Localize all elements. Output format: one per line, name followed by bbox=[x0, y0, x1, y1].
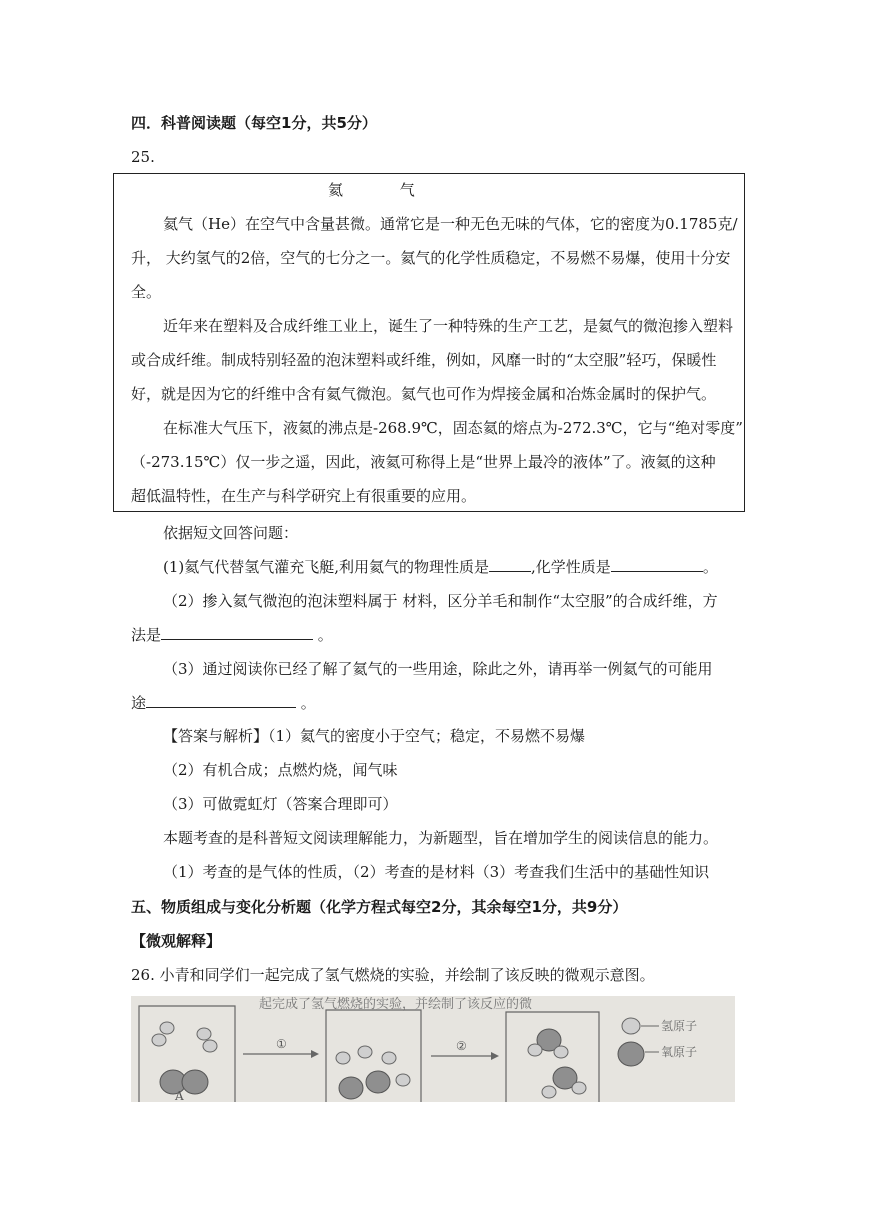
answer-blank bbox=[146, 693, 296, 708]
legend-hydrogen-icon bbox=[622, 1018, 640, 1034]
question-1-text-b: ,化学性质是 bbox=[531, 558, 611, 576]
analysis-note-2: （1）考查的是气体的性质，（2）考查的是材料（3）考查我们生活中的基础性知识 bbox=[163, 863, 710, 881]
hydrogen-atom bbox=[197, 1028, 211, 1040]
question-3-line-2 bbox=[131, 693, 316, 713]
question-3-text-b: 途 bbox=[131, 694, 147, 712]
hydrogen-atom bbox=[160, 1022, 174, 1034]
question-number-25: 25. bbox=[131, 148, 155, 166]
question-2-line-2 bbox=[131, 625, 333, 645]
question-26: 26. 小青和同学们一起完成了氢气燃烧的实验，并绘制了该反映的微观示意图。 bbox=[131, 966, 655, 984]
section-4-heading: 四．科普阅读题（每空1分，共5分） bbox=[131, 114, 377, 132]
article-line: 或合成纤维。制成特别轻盈的泡沫塑料或纤维，例如，风靡一时的“太空服”轻巧，保暖性 bbox=[131, 351, 717, 369]
hydrogen-atom bbox=[358, 1046, 372, 1058]
article-line: 超低温特性，在生产与科学研究上有很重要的应用。 bbox=[131, 487, 477, 505]
hydrogen-atom bbox=[528, 1044, 542, 1056]
arrow-2-head bbox=[491, 1052, 499, 1060]
oxygen-atom bbox=[182, 1070, 208, 1094]
section-5-heading: 五、物质组成与变化分析题（化学方程式每空2分，其余每空1分，共9分） bbox=[131, 898, 628, 916]
legend-hydrogen-label: 氢原子 bbox=[661, 1019, 698, 1033]
answer-blank bbox=[161, 625, 313, 640]
photo-caption: 起完成了氢气燃烧的实验，并绘制了该反应的微 bbox=[259, 997, 533, 1012]
question-1 bbox=[163, 557, 718, 577]
article-line: 近年来在塑料及合成纤维工业上，诞生了一种特殊的生产工艺，是氦气的微泡掺入塑料 bbox=[163, 317, 734, 335]
reaction-diagram-photo bbox=[131, 996, 735, 1102]
questions-intro: 依据短文回答问题： bbox=[163, 524, 299, 542]
oxygen-atom bbox=[366, 1071, 390, 1093]
legend-oxygen-icon bbox=[618, 1042, 644, 1066]
hydrogen-atom bbox=[203, 1040, 217, 1052]
arrow-2-label: ② bbox=[456, 1039, 467, 1053]
article-title: 氦 气 bbox=[328, 181, 441, 199]
question-2-line-1: （2）掺入氦气微泡的泡沫塑料属于 材料，区分羊毛和制作“太空服”的合成纤维，方 bbox=[163, 592, 718, 610]
hydrogen-atom bbox=[554, 1046, 568, 1058]
arrow-1-label: ① bbox=[276, 1037, 287, 1051]
question-2-text-c: 。 bbox=[313, 626, 333, 644]
hydrogen-atom bbox=[542, 1086, 556, 1098]
oxygen-atom bbox=[339, 1077, 363, 1099]
answer-3: （3）可做霓虹灯（答案合理即可） bbox=[163, 795, 398, 813]
question-3-text-c: 。 bbox=[296, 694, 316, 712]
answer-1: 【答案与解析】（1）氦气的密度小于空气；稳定，不易燃不易爆 bbox=[163, 727, 586, 745]
hydrogen-atom bbox=[336, 1052, 350, 1064]
micro-explanation-heading: 【微观解释】 bbox=[131, 932, 222, 950]
analysis-note-1: 本题考查的是科普短文阅读理解能力，为新题型，旨在增加学生的阅读信息的能力。 bbox=[163, 829, 719, 847]
reaction-diagram bbox=[131, 996, 735, 1102]
hydrogen-atom bbox=[382, 1052, 396, 1064]
question-1-text-c: 。 bbox=[702, 558, 718, 576]
article-line: 全。 bbox=[131, 283, 162, 301]
question-1-text-a: (1)氦气代替氢气灌充飞艇,利用氦气的物理性质是 bbox=[163, 558, 490, 576]
answer-2: （2）有机合成；点燃灼烧，闻气味 bbox=[163, 761, 398, 779]
hydrogen-atom bbox=[152, 1034, 166, 1046]
question-2-text-b: 法是 bbox=[131, 626, 162, 644]
hydrogen-atom bbox=[572, 1082, 586, 1094]
article-line: 氦气（He）在空气中含量甚微。通常它是一种无色无味的气体，它的密度为0.1785克/ bbox=[163, 215, 738, 233]
answer-blank bbox=[489, 557, 531, 572]
hydrogen-atom bbox=[396, 1074, 410, 1086]
label-a: A bbox=[175, 1089, 184, 1102]
answer-blank bbox=[611, 557, 703, 572]
question-3-line-1: （3）通过阅读你已经了解了氦气的一些用途，除此之外，请再举一例氦气的可能用 bbox=[163, 660, 713, 678]
article-line: （-273.15℃）仅一步之遥，因此，液氦可称得上是“世界上最冷的液体”了。液氦的这种 bbox=[131, 453, 716, 471]
article-line: 在标准大气压下，液氦的沸点是-268.9℃，固态氦的熔点为-272.3℃，它与“绝对零度” bbox=[163, 419, 743, 437]
legend-oxygen-label: 氧原子 bbox=[661, 1045, 698, 1059]
article-line: 升， 大约氢气的2倍，空气的七分之一。氦气的化学性质稳定，不易燃不易爆，使用十分安 bbox=[131, 249, 731, 267]
article-line: 好，就是因为它的纤维中含有氦气微泡。氦气也可作为焊接金属和冶炼金属时的保护气。 bbox=[131, 385, 717, 403]
arrow-1-head bbox=[311, 1050, 319, 1058]
